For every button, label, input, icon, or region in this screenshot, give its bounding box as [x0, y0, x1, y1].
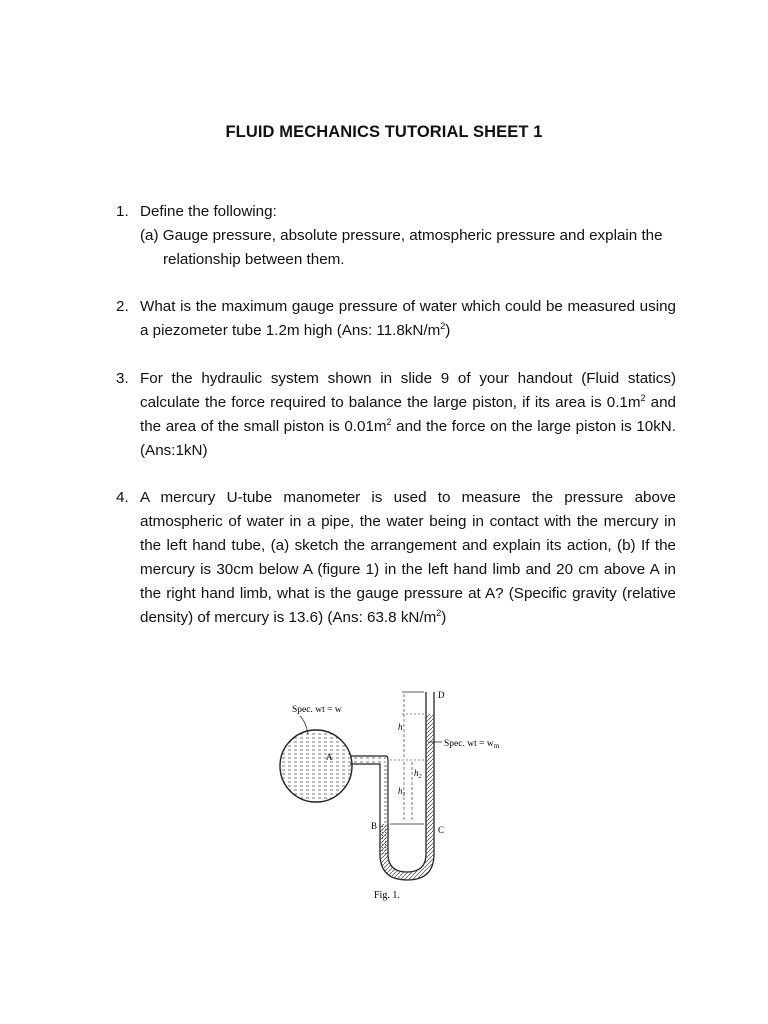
- point-a-label: A: [326, 752, 333, 762]
- question-text-part: For the hydraulic system shown in slide 9 of your handout (Fluid statics) calculate the force required to balance the large piston, if its area is 0.1m: [140, 370, 676, 411]
- manometer-figure: [276, 684, 536, 904]
- question-text: [140, 486, 676, 630]
- question-number: 1.: [116, 203, 129, 220]
- question-text-part: ): [441, 609, 447, 626]
- h-label: h: [398, 722, 403, 732]
- h2-label: $h_2$: [414, 768, 422, 780]
- point-d-label: D: [438, 690, 445, 700]
- question-subpart: (a) Gauge pressure, absolute pressure, atmospheric pressure and explain the relationship between them.: [140, 227, 663, 268]
- question-text: [140, 295, 676, 343]
- superscript: 2: [640, 393, 646, 403]
- question-number: 3.: [116, 370, 129, 387]
- question-1: [116, 200, 676, 272]
- question-text-part: ): [445, 322, 451, 339]
- question-number: 2.: [116, 298, 129, 315]
- superscript: 2: [386, 417, 392, 427]
- point-c-label: C: [438, 825, 445, 835]
- superscript: 2: [436, 608, 442, 618]
- question-text-part: and the area of the small piston is 0.01m: [140, 394, 676, 435]
- h1-label: $h_1$: [398, 786, 406, 798]
- spec-wt-mercury-label: Spec. wt = $w_m$: [444, 739, 500, 750]
- question-text-part: What is the maximum gauge pressure of water which could be measured using a piezometer tube 1.2m high (Ans: 11.8kN/m: [140, 298, 676, 339]
- question-2: [116, 295, 676, 343]
- page-title: FLUID MECHANICS TUTORIAL SHEET 1: [225, 123, 543, 141]
- point-b-label: B: [371, 821, 378, 831]
- figure-caption: Fig. 1.: [374, 890, 400, 901]
- question-text: Define the following:: [140, 203, 277, 220]
- question-text-part: A mercury U-tube manometer is used to measure the pressure above atmospheric of water in a pipe, the water being in contact with the mercury in the left hand tube, (a) sketch the arrangement and explain its action, (b) If the mercury is 30cm below A (figure 1) in the left hand limb and 20 cm above A in the right hand limb, what is the gauge pressure at A? (Specific gravity (relative density) of mercury is 13.6) (Ans: 63.8 kN/m: [140, 489, 676, 626]
- question-text-part: and the force on the large piston is 10kN. (Ans:1kN): [140, 418, 676, 459]
- question-number: 4.: [116, 489, 129, 506]
- question-4: [116, 486, 676, 630]
- superscript: 2: [440, 321, 446, 331]
- question-text: [140, 367, 676, 463]
- question-3: [116, 367, 676, 463]
- spec-wt-water-label: Spec. wt = w: [292, 705, 342, 715]
- water-pipe: [280, 730, 352, 802]
